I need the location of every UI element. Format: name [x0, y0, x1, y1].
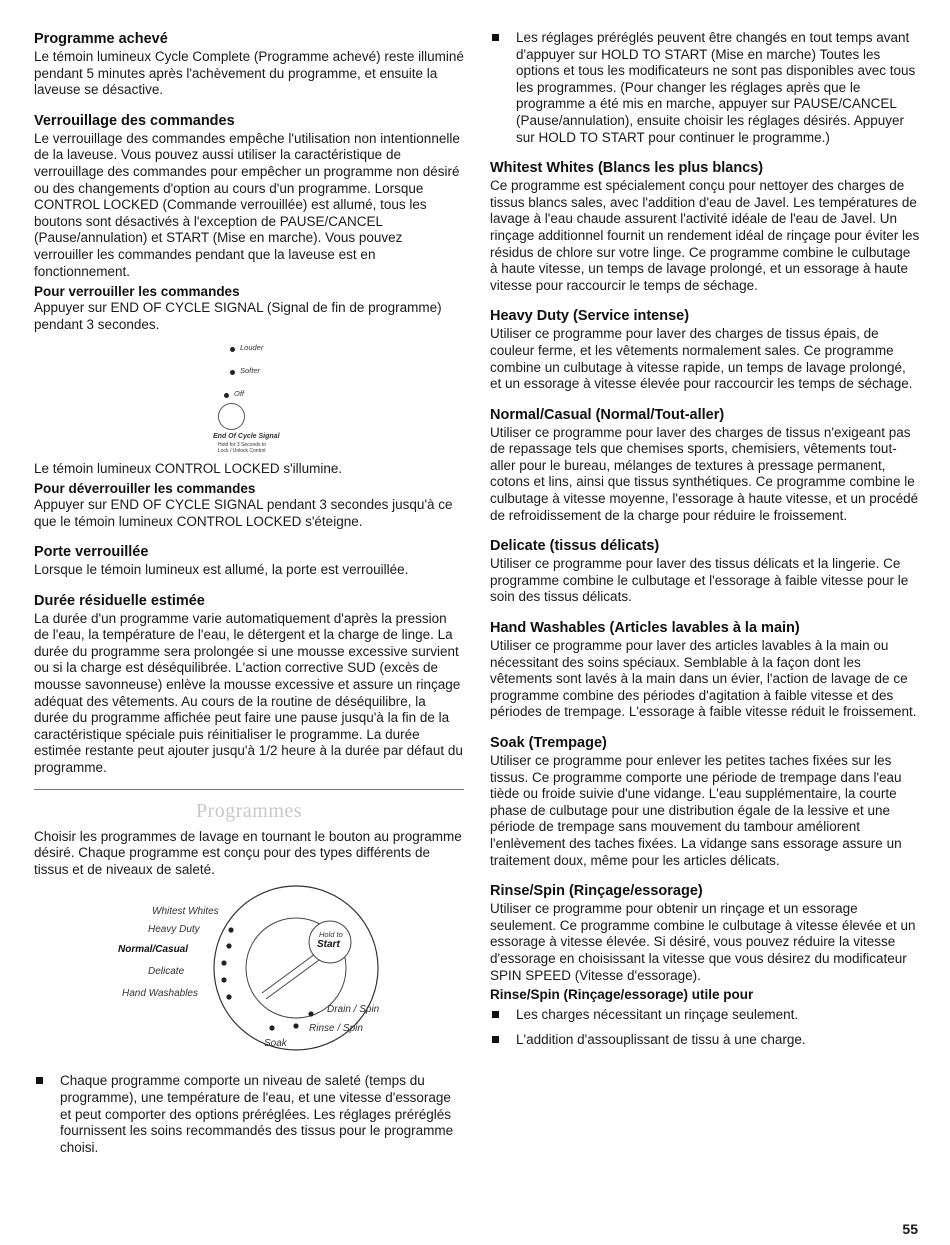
indicator-dot [230, 347, 235, 352]
paragraph: Utiliser ce programme pour enlever les petites taches fixées sur les tissus. Ce programme comporte une période de trempage dans l'eau tiède ou froide suivie d'une vidange. L'eau supplémentaire, la courte phase de culbutage pour une distribution égale de la lessive et une période de trempage sans mouvement du tambour améliorent l'enlèvement des taches fixées. La vidange sans essorage assure un traitement doux, même pour les articles délicats. [490, 753, 902, 868]
paragraph: La durée d'un programme varie automatiquement d'après la pression de l'eau, la température de l'eau, le détergent et la charge de linge. La durée du programme sera prolongée si une mousse excessive survient ou si la charge est déséquilibrée. L'action corrective SUD (excès de mousse savonneuse) enlève la mousse excessive et assure un rinçage adéquat des vêtements. Au cours de la routine de déséquilibre, la durée du programme affichée peut faire une pause jusqu'à la fin de la caractéristique spéciale puis réinitialiser le programme. La durée estimée restante peut ajouter jusqu'à 1/2 heure à la durée par défaut du programme. [34, 610, 463, 776]
programmes-heading: Programmes [195, 799, 303, 822]
section-soak [490, 734, 920, 869]
bullet-marker [36, 1077, 43, 1084]
section-title: Hand Washables (Articles lavables à la main) [490, 620, 800, 637]
bullet-marker [492, 1011, 499, 1018]
end-of-cycle-signal-panel [34, 333, 464, 455]
subsection-title: Pour déverrouiller les commandes [34, 480, 256, 496]
heavy-duty-label: Heavy Duty [148, 924, 200, 936]
section-rinse-spin [490, 882, 920, 1048]
section-duree-residuelle [34, 592, 464, 777]
section-title: Heavy Duty (Service intense) [490, 308, 690, 325]
left-column [34, 30, 464, 1156]
hand-washables-label: Hand Washables [122, 988, 198, 1000]
bullet-item: Chaque programme comporte un niveau de saleté (temps du programme), une température de l'eau, et une vitesse d'essorage et peut comporter des options préréglées. Les réglages préréglés fournissent les soins recommandés des tissus pour le programme choisi. [34, 1073, 464, 1156]
subsection-title: Rinse/Spin (Rinçage/essorage) utile pour [490, 987, 754, 1003]
section-heavy-duty [490, 307, 920, 392]
section-title: Verrouillage des commandes [34, 112, 235, 129]
paragraph: Appuyer sur END OF CYCLE SIGNAL (Signal de fin de programme) pendant 3 secondes. [34, 300, 442, 332]
section-whitest-whites [490, 159, 920, 294]
subsection-title: Pour verrouiller les commandes [34, 284, 240, 300]
louder-label: Louder [240, 343, 264, 353]
section-title: Whitest Whites (Blancs les plus blancs) [490, 160, 764, 177]
section-hand-washables [490, 619, 920, 721]
right-column [490, 30, 920, 1048]
paragraph: Le témoin lumineux Cycle Complete (Programme achevé) reste illuminé pendant 5 minutes après l'achèvement du programme, et ensuite la laveuse se désactive. [34, 49, 464, 98]
end-of-cycle-signal-button[interactable] [218, 403, 245, 430]
paragraph: Choisir les programmes de lavage en tournant le bouton au programme désiré. Chaque programme est conçu pour des types différents de tissus et de niveaux de saleté. [34, 828, 462, 877]
indicator-dot [230, 370, 235, 375]
paragraph: Utiliser ce programme pour obtenir un rinçage et un essorage seulement. Ce programme combine le culbutage à vitesse élevée et un essorage à vitesse élevée. Si désiré, vous pouvez réduire la vitesse d'essorage en choisissant la vitesse que vous désirez du modificateur SPIN SPEED (Vitesse d'essorage). [490, 901, 916, 983]
dial-graphic [34, 878, 464, 1073]
bullet-item: Les charges nécessitant un rinçage seulement. [490, 1007, 920, 1024]
rinse-spin-label: Rinse / Spin [309, 1023, 363, 1035]
divider [34, 789, 464, 790]
hold-to-start-label: Hold to [319, 930, 343, 940]
section-verrouillage [34, 112, 464, 530]
section-title: Durée résiduelle estimée [34, 592, 205, 609]
drain-spin-label: Drain / Spin [327, 1004, 380, 1016]
cycle-selector-dial [34, 878, 464, 1073]
normal-casual-label: Normal/Casual [118, 944, 189, 956]
hold-instruction-2: Lock / Unlock Control [218, 448, 266, 455]
page-number: 55 [902, 1221, 918, 1237]
paragraph: Lorsque le témoin lumineux est allumé, la porte est verrouillée. [34, 562, 409, 578]
softer-label: Softer [240, 366, 261, 376]
section-title: Rinse/Spin (Rinçage/essorage) [490, 883, 703, 900]
paragraph: Utiliser ce programme pour laver des charges de tissus épais, de couleur ferme, et les vêtements normalement sales. Ce programme combine un culbutage à vitesse rapide, un temps de lavage prolongé, et un essorage à vitesse élevée pour raccourcir les temps de séchage. [490, 326, 913, 392]
bullet-marker [492, 34, 499, 41]
paragraph: Utiliser ce programme pour laver des tissus délicats et la lingerie. Ce programme combine le culbutage et l'essorage à faible vitesse pour le soin des tissus délicats. [490, 556, 909, 605]
start-label: Start [317, 939, 340, 951]
section-title: Normal/Casual (Normal/Tout-aller) [490, 406, 725, 423]
section-title: Porte verrouillée [34, 544, 149, 561]
paragraph: Utiliser ce programme pour laver des articles lavables à la main ou nécessitant des soins spéciaux. Semblable à la façon dont les vêtements sont lavés à la main dans un évier, l'action de lavage de ce programme combine des périodes d'agitation à faible vitesse et des périodes de trempage. L'essorage à faible vitesse réduit le froissement. [490, 638, 917, 720]
section-porte-verrouillee [34, 543, 464, 579]
paragraph: Utiliser ce programme pour laver des charges de tissus n'exigeant pas de repassage tels que chemises sports, chemisiers, vêtements tout-aller pour le bureau, mélanges de textures à pressage permanent, cotons et lins, ainsi que tissus synthétiques. Ce programme combine le culbutage à vitesse moyenne, l'essorage à haute vitesse, et un procédé de refroidissement de la charge pour réduire le froissement. [490, 424, 919, 523]
section-title: Programme achevé [34, 31, 168, 47]
paragraph: Le verrouillage des commandes empêche l'utilisation non intentionnelle de la laveuse. Vous pouvez aussi utiliser la caractéristique de verrouillage des commandes pour empêcher un programme non désiré ou des changements d'option au cours d'un programme. Lorsque CONTROL LOCKED (Commande verrouillée) est allumé, tous les boutons sont désactivés à l'exception de PAUSE/CANCEL (Pause/annulation) et START (Mise en marche). Vous pouvez verrouiller les commandes pendant que la laveuse est en fonctionnement. [34, 130, 460, 279]
hold-instruction-1: Hold for 3 Seconds to [218, 442, 267, 449]
paragraph: Le témoin lumineux CONTROL LOCKED s'illumine. [34, 461, 343, 477]
section-title: Delicate (tissus délicats) [490, 538, 660, 555]
paragraph: Appuyer sur END OF CYCLE SIGNAL pendant 3 secondes jusqu'à ce que le témoin lumineux CONTROL LOCKED s'éteigne. [34, 496, 453, 529]
off-label: Off [234, 389, 245, 399]
whitest-whites-label: Whitest Whites [152, 906, 219, 918]
paragraph: Ce programme est spécialement conçu pour nettoyer des charges de tissus blancs sales, avec l'addition d'eau de Javel. Les températures de lavage à l'eau chaude assurent l'activité idéale de l'eau de Javel. Un rinçage additionnel fournit un rendement idéal de rinçage pour éviter les résidus de chlore sur votre linge. Ce programme combine le culbutage à haute vitesse, un temps de lavage prolongé, et un essorage à haute vitesse pour raccourcir le temps de séchage. [490, 178, 920, 293]
bullet-marker [492, 1036, 499, 1043]
bullet-item: L'addition d'assouplissant de tissu à une charge. [490, 1032, 920, 1049]
section-delicate [490, 537, 920, 606]
section-programme-acheve [34, 30, 464, 99]
delicate-label: Delicate [148, 966, 185, 978]
section-normal-casual [490, 406, 920, 525]
indicator-dot [224, 393, 229, 398]
bullet-item: Les réglages préréglés peuvent être changés en tout temps avant d'appuyer sur HOLD TO START (Mise en marche) Toutes les options et tous les modificateurs ne sont pas disponibles avec tous les programmes. (Pour changer les réglages après que le programme a été mis en marche, appuyer sur PAUSE/CANCEL (Pause/annulation), ensuite choisir les réglages désirés. Appuyer sur HOLD TO START pour continuer le programme.) [490, 30, 920, 146]
section-title: Soak (Trempage) [490, 735, 607, 751]
soak-label: Soak [264, 1038, 287, 1050]
end-of-cycle-signal-label: End Of Cycle Signal [213, 433, 280, 441]
